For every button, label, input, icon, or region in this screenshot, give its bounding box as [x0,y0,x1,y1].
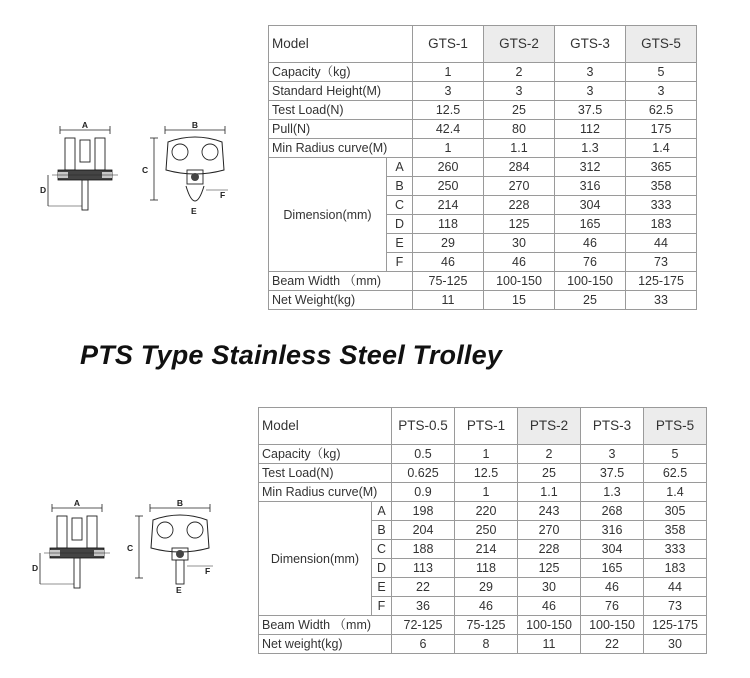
table-row [259,483,707,502]
cell: 37.5 [581,464,644,483]
row-label: Beam Width （mm) [259,616,392,635]
cell: 183 [626,215,697,234]
cell: 284 [484,158,555,177]
cell: 1.1 [484,139,555,158]
header-gts-5: GTS-5 [626,26,697,63]
cell: 0.625 [392,464,455,483]
cell: 113 [392,559,455,578]
header-pts-2: PTS-2 [518,408,581,445]
cell: 80 [484,120,555,139]
dim-label-c: C [127,543,134,553]
cell: 73 [626,253,697,272]
cell: 305 [644,502,707,521]
cell: 11 [518,635,581,654]
cell: 333 [626,196,697,215]
cell: 37.5 [555,101,626,120]
cell: 312 [555,158,626,177]
row-label: Pull(N) [269,120,413,139]
cell: 3 [413,82,484,101]
cell: 29 [413,234,484,253]
cell: 220 [455,502,518,521]
cell: 125-175 [626,272,697,291]
header-pts-1: PTS-1 [455,408,518,445]
dimension-sub-label: F [387,253,413,272]
dim-label-e: E [176,585,182,595]
cell: 25 [555,291,626,310]
cell: 165 [581,559,644,578]
dimension-sub-label: B [372,521,392,540]
table-row [259,502,707,521]
dim-label-f: F [220,190,226,200]
cell: 44 [626,234,697,253]
table-row [259,445,707,464]
cell: 15 [484,291,555,310]
cell: 8 [455,635,518,654]
row-label: Capacity（kg) [269,63,413,82]
gts-side-view-drawing [140,120,240,220]
row-label: Standard Height(M) [269,82,413,101]
cell: 100-150 [555,272,626,291]
cell: 3 [626,82,697,101]
cell: 42.4 [413,120,484,139]
cell: 214 [413,196,484,215]
cell: 333 [644,540,707,559]
cell: 188 [392,540,455,559]
table-row [269,139,697,158]
table-header-row [269,26,697,63]
header-gts-3: GTS-3 [555,26,626,63]
table-row [269,82,697,101]
cell: 1.3 [555,139,626,158]
table-row [259,635,707,654]
cell: 1 [455,483,518,502]
dimension-sub-label: A [387,158,413,177]
gts-front-view-drawing [38,120,133,220]
header-model: Model [269,26,413,63]
dim-label-c: C [142,165,149,175]
cell: 6 [392,635,455,654]
table-row [269,291,697,310]
cell: 22 [581,635,644,654]
cell: 183 [644,559,707,578]
cell: 3 [555,82,626,101]
cell: 46 [518,597,581,616]
table-header-row [259,408,707,445]
gts-spec-table [268,25,697,310]
cell: 100-150 [581,616,644,635]
cell: 125-175 [644,616,707,635]
table-row [269,158,697,177]
cell: 125 [518,559,581,578]
cell: 250 [413,177,484,196]
dim-label-a: A [81,120,89,130]
dimension-sub-label: E [387,234,413,253]
cell: 5 [626,63,697,82]
dim-label-d: D [32,563,39,573]
cell: 46 [555,234,626,253]
cell: 30 [644,635,707,654]
row-label: Test Load(N) [269,101,413,120]
pts-side-view-drawing [125,498,225,598]
cell: 100-150 [518,616,581,635]
cell: 25 [484,101,555,120]
dimension-sub-label: D [372,559,392,578]
table-row [269,120,697,139]
cell: 0.5 [392,445,455,464]
dimension-sub-label: D [387,215,413,234]
cell: 29 [455,578,518,597]
dimension-sub-label: B [387,177,413,196]
cell: 112 [555,120,626,139]
cell: 365 [626,158,697,177]
cell: 3 [581,445,644,464]
row-label: Beam Width （mm) [269,272,413,291]
cell: 1 [413,63,484,82]
cell: 1.1 [518,483,581,502]
cell: 36 [392,597,455,616]
cell: 1 [413,139,484,158]
row-label: Capacity（kg) [259,445,392,464]
cell: 5 [644,445,707,464]
header-model: Model [259,408,392,445]
cell: 304 [581,540,644,559]
cell: 100-150 [484,272,555,291]
row-label: Test Load(N) [259,464,392,483]
row-label: Min Radius curve(M) [269,139,413,158]
cell: 3 [484,82,555,101]
cell: 228 [518,540,581,559]
cell: 46 [413,253,484,272]
cell: 22 [392,578,455,597]
cell: 228 [484,196,555,215]
cell: 76 [555,253,626,272]
cell: 75-125 [413,272,484,291]
cell: 243 [518,502,581,521]
cell: 316 [555,177,626,196]
cell: 270 [484,177,555,196]
table-row [259,464,707,483]
cell: 270 [518,521,581,540]
cell: 214 [455,540,518,559]
cell: 118 [413,215,484,234]
header-pts-3: PTS-3 [581,408,644,445]
table-row [269,101,697,120]
cell: 1.4 [626,139,697,158]
cell: 260 [413,158,484,177]
row-label: Net Weight(kg) [269,291,413,310]
cell: 12.5 [455,464,518,483]
cell: 62.5 [644,464,707,483]
dimension-sub-label: A [372,502,392,521]
dim-label-b: B [176,498,184,508]
cell: 30 [484,234,555,253]
cell: 198 [392,502,455,521]
cell: 316 [581,521,644,540]
cell: 304 [555,196,626,215]
cell: 73 [644,597,707,616]
cell: 358 [626,177,697,196]
header-gts-1: GTS-1 [413,26,484,63]
cell: 358 [644,521,707,540]
dimension-sub-label: C [387,196,413,215]
row-label: Net weight(kg) [259,635,392,654]
cell: 44 [644,578,707,597]
cell: 3 [555,63,626,82]
cell: 0.9 [392,483,455,502]
cell: 1 [455,445,518,464]
cell: 165 [555,215,626,234]
cell: 46 [581,578,644,597]
cell: 62.5 [626,101,697,120]
cell: 1.4 [644,483,707,502]
cell: 204 [392,521,455,540]
cell: 268 [581,502,644,521]
pts-section-title: PTS Type Stainless Steel Trolley [80,340,503,370]
cell: 125 [484,215,555,234]
cell: 46 [484,253,555,272]
table-row [259,616,707,635]
cell: 46 [455,597,518,616]
dim-label-d: D [40,185,47,195]
header-gts-2: GTS-2 [484,26,555,63]
cell: 33 [626,291,697,310]
dim-label-e: E [191,206,197,216]
dim-label-b: B [191,120,199,130]
cell: 72-125 [392,616,455,635]
header-pts-0-5: PTS-0.5 [392,408,455,445]
cell: 1.3 [581,483,644,502]
cell: 118 [455,559,518,578]
cell: 2 [518,445,581,464]
cell: 175 [626,120,697,139]
cell: 250 [455,521,518,540]
dimension-label: Dimension(mm) [259,502,372,616]
row-label: Min Radius curve(M) [259,483,392,502]
pts-front-view-drawing [30,498,125,598]
dimension-sub-label: E [372,578,392,597]
cell: 76 [581,597,644,616]
table-row [269,63,697,82]
dimension-sub-label: F [372,597,392,616]
cell: 30 [518,578,581,597]
table-row [269,272,697,291]
header-pts-5: PTS-5 [644,408,707,445]
cell: 11 [413,291,484,310]
dimension-sub-label: C [372,540,392,559]
dim-label-a: A [73,498,81,508]
dimension-label: Dimension(mm) [269,158,387,272]
dim-label-f: F [205,566,211,576]
cell: 75-125 [455,616,518,635]
cell: 2 [484,63,555,82]
cell: 25 [518,464,581,483]
cell: 12.5 [413,101,484,120]
pts-spec-table [258,407,707,654]
